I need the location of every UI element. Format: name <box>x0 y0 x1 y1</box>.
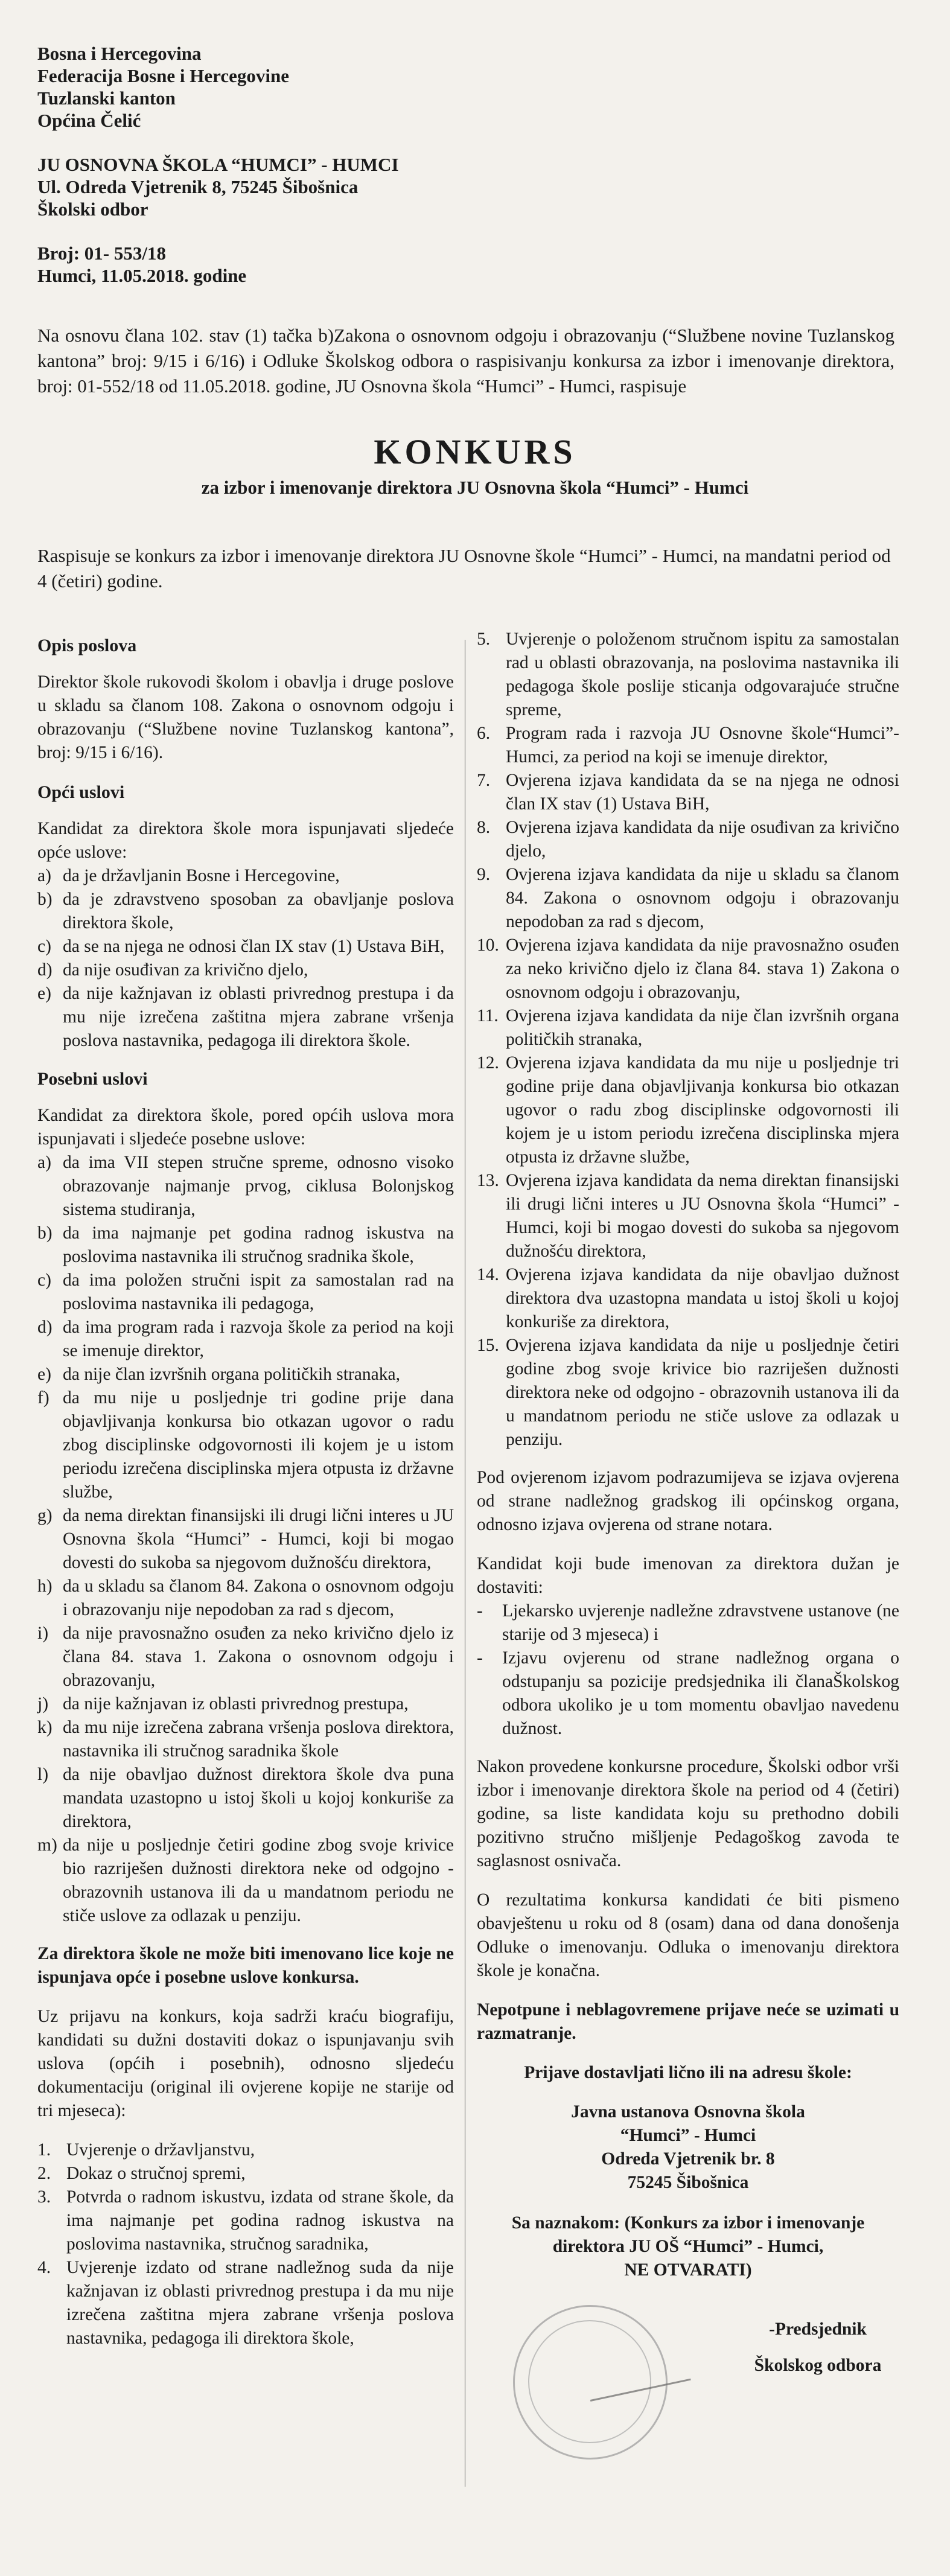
list-item <box>37 2185 454 2256</box>
list-marker: l) <box>37 1765 49 1784</box>
list-marker: b) <box>37 890 53 909</box>
list-item-text: da nema direktan finansijski ili drugi lični interes u JU Osnovna škola “Humci” - Humci, koji bi mogao dovesti do sukoba sa njegovom dužnošću direktora, <box>63 1506 454 1572</box>
results-paragraph: O rezultatima konkursa kandidati će biti pismeno obavještenu u roku od 8 (osam) dana od dana donošenja Odluke o imenovanju. Odluka o imenovanju direktora škole je konačna. <box>477 1890 899 1980</box>
list-item-text: Ovjerena izjava kandidata da nije obavljao dužnost direktora dva uzastopna mandata u istoj školi u kojoj konkuriše za direktora, <box>506 1265 899 1331</box>
list-item <box>477 628 899 722</box>
list-marker: 7. <box>477 771 491 790</box>
marking-line: direktora JU OŠ “Humci” - Humci, <box>552 2237 824 2256</box>
list-marker: 10. <box>477 936 499 955</box>
list-item <box>37 2162 454 2185</box>
list-marker: j) <box>37 1694 49 1714</box>
list-item-text: da je zdravstveno sposoban za obavljanje poslova direktora škole, <box>63 890 454 933</box>
left-column <box>37 634 454 2365</box>
list-item <box>37 1716 454 1763</box>
appointee-docs-list <box>477 1599 899 1741</box>
list-item <box>477 1647 899 1741</box>
list-marker: f) <box>37 1388 49 1408</box>
general-conditions-list <box>37 864 454 1053</box>
school-address: Ul. Odreda Vjetrenik 8, 75245 Šibošnica <box>37 176 359 197</box>
general-conditions-intro: Kandidat za direktora škole mora ispunjavati sljedeće opće uslove: <box>37 819 454 862</box>
list-marker: 12. <box>477 1053 499 1073</box>
list-marker: d) <box>37 1318 53 1337</box>
list-item-text: Uvjerenje o državljanstvu, <box>66 2140 255 2160</box>
list-item <box>477 1004 899 1051</box>
list-item-text: Ovjerena izjava kandidata da nije u posljednje četiri godine zbog svoje krivice bio razriješen dužnosti direktora neke od odgojno - obrazovnih ustanova ili da u mandatnom periodu ne stiče uslove za odlazak u penziju. <box>506 1336 899 1449</box>
documents-list-part2 <box>477 628 899 1452</box>
envelope-marking <box>477 2211 899 2282</box>
list-marker: g) <box>37 1506 53 1525</box>
list-item-text: da mu nije izrečena zabrana vršenja poslova direktora, nastavnika ili stručnog saradnika škole <box>63 1718 454 1761</box>
right-column <box>477 628 899 2456</box>
intro-paragraph: Raspisuje se konkurs za izbor i imenovanje direktora JU Osnovne škole “Humci” - Humci, na mandatni period od 4 (četiri) godine. <box>37 545 891 591</box>
list-marker: 13. <box>477 1171 499 1190</box>
address-line: “Humci” - Humci <box>620 2126 756 2145</box>
list-item <box>37 1386 454 1504</box>
signatory-body: Školskog odbora <box>754 2356 882 2375</box>
list-marker: 5. <box>477 630 491 649</box>
board-name: Školski odbor <box>37 199 148 220</box>
signature-block <box>477 2299 899 2456</box>
list-item-text: Ovjerena izjava kandidata da nije pravosnažno osuđen za neko krivično djelo iz člana 84. stava 1) Zakona o osnovnom odgoju i obrazovanju, <box>506 936 899 1002</box>
list-item <box>477 722 899 769</box>
list-item <box>477 1263 899 1334</box>
appointee-docs-intro: Kandidat koji bude imenovan za direktora dužan je dostaviti: <box>477 1554 899 1597</box>
document-date: Humci, 11.05.2018. godine <box>37 265 247 286</box>
list-marker: a) <box>37 1153 51 1172</box>
marking-line: Sa naznakom: (Konkurs za izbor i imenovanje <box>511 2213 865 2233</box>
list-marker: i) <box>37 1624 49 1643</box>
list-item <box>37 1316 454 1363</box>
list-marker: e) <box>37 984 51 1003</box>
list-item <box>37 1151 454 1222</box>
list-item <box>37 888 454 935</box>
school-name: JU OSNOVNA ŠKOLA “HUMCI” - HUMCI <box>37 154 399 175</box>
list-marker: a) <box>37 866 51 885</box>
address-line: Javna ustanova Osnovna škola <box>571 2102 805 2122</box>
list-item <box>477 769 899 816</box>
section-title-job-description: Opis poslova <box>37 636 137 655</box>
list-item <box>37 1834 454 1928</box>
list-marker: 6. <box>477 724 491 743</box>
section-title-general-conditions: Opći uslovi <box>37 782 125 802</box>
list-item-text: da nije kažnjavan iz oblasti privrednog prestupa i da mu nije izrečena zaštitna mjera zabrane vršenja poslova nastavnika, pedagoga ili direktora škole. <box>63 984 454 1050</box>
list-item <box>37 1763 454 1834</box>
list-item-text: Ovjerena izjava kandidata da nije osuđivan za krivično djelo, <box>506 818 899 861</box>
list-item-text: Ovjerena izjava kandidata da nije u skladu sa članom 84. Zakona o osnovnom odgoju i obrazovanju nepodoban za rad s djecom, <box>506 865 899 931</box>
list-item-text: da nije u posljednje četiri godine zbog svoje krivice bio razriješen dužnosti direktora neke od odgojno - obrazovnih ustanova ili da u mandatnom periodu ne stiče uslove za odlazak u penziju. <box>63 1835 454 1925</box>
procedure-paragraph: Nakon provedene konkursne procedure, Školski odbor vrši izbor i imenovanje direktora škole na period od 4 (četiri) godine, sa liste kandidata koju su prethodno dobili pozitivno stručno mišljenje Pedagoškog zavoda te saglasnost osnivača. <box>477 1757 899 1870</box>
list-marker: 3. <box>37 2187 51 2207</box>
documents-list-part1 <box>37 2138 454 2350</box>
list-marker: c) <box>37 937 51 956</box>
special-conditions-list <box>37 1151 454 1928</box>
list-item-text: da nije kažnjavan iz oblasti privrednog prestupa, <box>63 1694 409 1714</box>
country-line: Bosna i Hercegovina <box>37 43 202 64</box>
address-line: 75245 Šibošnica <box>627 2173 749 2192</box>
reference-number: Broj: 01- 553/18 <box>37 243 166 264</box>
list-marker: m) <box>37 1835 57 1855</box>
list-marker: 9. <box>477 865 491 884</box>
list-item-text: Izjavu ovjerenu od strane nadležnog organa o odstupanju sa pozicije predsjednika ili članaŠkolskog odbora ukoliko je u tom momentu obavljao navedenu dužnost. <box>502 1648 899 1738</box>
list-marker: 1. <box>37 2140 51 2160</box>
list-marker: c) <box>37 1270 51 1290</box>
signatory-title: -Predsjednik <box>769 2319 867 2339</box>
list-item-text: da u skladu sa članom 84. Zakona o osnovnom odgoju i obrazovanju nije nepodoban za rad s djecom, <box>63 1577 454 1619</box>
list-marker: 2. <box>37 2164 51 2183</box>
page-subtitle: za izbor i imenovanje direktora JU Osnovna škola “Humci” - Humci <box>201 477 749 498</box>
list-item-text: da nije obavljao dužnost direktora škole dva puna mandata uzastopno u istoj školi u kojoj konkuriše za direktora, <box>63 1765 454 1831</box>
list-marker: 11. <box>477 1006 499 1025</box>
list-item <box>477 1599 899 1647</box>
list-item-text: Program rada i razvoja JU Osnovne škole“Humci”- Humci, za period na koji se imenuje direktor, <box>506 724 899 767</box>
list-item <box>37 958 454 982</box>
list-marker: 4. <box>37 2258 51 2277</box>
list-marker: b) <box>37 1223 53 1243</box>
list-item-text: Uvjerenje izdato od strane nadležnog suda da nije kažnjavan iz oblasti privrednog prestupa i da mu nije izrečena zaštitna mjera zabrane vršenja poslova nastavnika, pedagoga ili direktora škole, <box>66 2258 454 2348</box>
list-item <box>37 2138 454 2162</box>
list-item-text: Uvjerenje o položenom stručnom ispitu za samostalan rad u oblasti obrazovanja, na poslovima nastavnika ili pedagoga škole poslije sticanja odgovarajuće stručne spreme, <box>506 630 899 719</box>
eligibility-warning: Za direktora škole ne može biti imenovano lice koje ne ispunjava opće i posebne uslove konkursa. <box>37 1944 454 1987</box>
list-item <box>37 864 454 888</box>
list-marker: 15. <box>477 1336 499 1355</box>
list-item <box>477 1169 899 1263</box>
list-item-text: Ovjerena izjava kandidata da mu nije u posljednje tri godine prije dana objavljivanja konkursa bio otkazan ugovor o radu zbog disciplinske odgovornosti ili kojem je u istom periodu izrečena disciplinska mjera otpusta iz državne službe, <box>506 1053 899 1167</box>
list-item <box>37 935 454 958</box>
list-item <box>37 982 454 1053</box>
list-item-text: Ovjerena izjava kandidata da nije član izvršnih organa političkih stranaka, <box>506 1006 899 1049</box>
marking-line: NE OTVARATI) <box>624 2260 752 2280</box>
list-marker: h) <box>37 1577 53 1596</box>
certified-statement-note: Pod ovjerenom izjavom podrazumijeva se izjava ovjerena od strane nadležnog gradskog ili općinskog organa, odnosno izjava ovjerena od strane notara. <box>477 1468 899 1534</box>
list-marker: d) <box>37 960 53 980</box>
list-item <box>477 934 899 1004</box>
list-item <box>37 1692 454 1716</box>
list-item <box>37 2256 454 2350</box>
job-description-text: Direktor škole rukovodi školom i obavlja i druge poslove u skladu sa članom 108. Zakona o osnovnom odgoju i obrazovanju (“Službene novine Tuzlanskog kantona”, broj: 9/15 i 6/16). <box>37 672 454 762</box>
list-item <box>477 863 899 934</box>
list-item-text: da ima najmanje pet godina radnog iskustva na poslovima nastavnika ili stručnog sradnika škole, <box>63 1223 454 1266</box>
list-marker: k) <box>37 1718 53 1737</box>
submission-instruction: Prijave dostavljati lično ili na adresu škole: <box>524 2063 852 2082</box>
list-item <box>37 1622 454 1692</box>
list-item-text: da mu nije u posljednje tri godine prije dana objavljivanja konkursa bio otkazan ugovor o radu zbog disciplinske odgovornosti ili kojem je u istom periodu izrečena disciplinska mjera otpusta iz državne službe, <box>63 1388 454 1502</box>
list-item-text: Ljekarsko uvjerenje nadležne zdravstvene ustanove (ne starije od 3 mjeseca) i <box>502 1601 899 1644</box>
school-mailing-address <box>477 2100 899 2195</box>
list-item <box>37 1363 454 1386</box>
federation-line: Federacija Bosne i Hercegovine <box>37 65 289 86</box>
list-item-text: Ovjerena izjava kandidata da se na njega ne odnosi član IX stav (1) Ustava BiH, <box>506 771 899 814</box>
list-item-text: Ovjerena izjava kandidata da nema direktan finansijski ili drugi lični interes u JU Osnovna škola “Humci” - Humci, koji bi mogao dovesti do sukoba sa njegovom dužnošću direktora, <box>506 1171 899 1261</box>
municipality-line: Općina Čelić <box>37 110 141 131</box>
list-item <box>37 1269 454 1316</box>
list-item-text: da je državljanin Bosne i Hercegovine, <box>63 866 340 885</box>
letterhead <box>37 42 882 287</box>
list-item-text: Dokaz o stručnoj spremi, <box>66 2164 246 2183</box>
list-item-text: da nije član izvršnih organa političkih stranaka, <box>63 1365 400 1384</box>
documents-intro: Uz prijavu na konkurs, koja sadrži kraću biografiju, kandidati su dužni dostaviti dokaz o ispunjavanju svih uslova (općih i posebnih), odnosno sljedeću dokumentaciju (original ili ovjerene kopije ne starije od tri mjeseca): <box>37 2007 454 2120</box>
list-marker: 14. <box>477 1265 499 1284</box>
list-item <box>477 816 899 863</box>
list-item <box>477 1334 899 1452</box>
list-item-text: da ima VII stepen stručne spreme, odnosno visoko obrazovanje najmanje prvog, ciklusa Bolonjskog sistema studiranja, <box>63 1153 454 1219</box>
canton-line: Tuzlanski kanton <box>37 88 176 109</box>
special-conditions-intro: Kandidat za direktora škole, pored općih uslova mora ispunjavati i sljedeće posebne uslove: <box>37 1106 454 1149</box>
preamble: Na osnovu člana 102. stav (1) tačka b)Zakona o osnovnom odgoju i obrazovanju (“Službene novine Tuzlanskog kantona” broj: 9/15 i 6/16) i Odluke Školskog odbora o raspisivanju konkursa za izbor i imenovanje direktora, broj: 01-552/18 od 11.05.2018. godine, JU Osnovna škola “Humci” - Humci, raspisuje <box>37 325 894 397</box>
list-item-text: Potvrda o radnom iskustvu, izdata od strane škole, da ima najmanje pet godina radnog iskustva na poslovima nastavnika, stručnog saradnika, <box>66 2187 454 2254</box>
list-item <box>37 1222 454 1269</box>
signatory <box>736 2311 899 2383</box>
list-item-text: da nije pravosnažno osuđen za neko krivično djelo iz člana 84. stava 1. Zakona o osnovnom odgoju i obrazovanju, <box>63 1624 454 1690</box>
page-title: KONKURS <box>374 432 576 471</box>
address-line: Odreda Vjetrenik br. 8 <box>601 2149 775 2169</box>
list-marker: 8. <box>477 818 491 837</box>
list-item-text: da nije osuđivan za krivično djelo, <box>63 960 308 980</box>
list-item <box>477 1051 899 1169</box>
list-marker: e) <box>37 1365 51 1384</box>
incomplete-applications-note: Nepotpune i neblagovremene prijave neće se uzimati u razmatranje. <box>477 2000 899 2043</box>
list-item-text: da ima položen stručni ispit za samostalan rad na poslovima nastavnika ili pedagoga, <box>63 1270 454 1313</box>
list-item <box>37 1504 454 1575</box>
list-item <box>37 1575 454 1622</box>
list-marker: - <box>477 1601 483 1621</box>
list-item-text: da se na njega ne odnosi član IX stav (1) Ustava BiH, <box>63 937 445 956</box>
list-marker: - <box>477 1648 483 1668</box>
section-title-special-conditions: Posebni uslovi <box>37 1069 148 1089</box>
list-item-text: da ima program rada i razvoja škole za period na koji se imenuje direktor, <box>63 1318 454 1360</box>
